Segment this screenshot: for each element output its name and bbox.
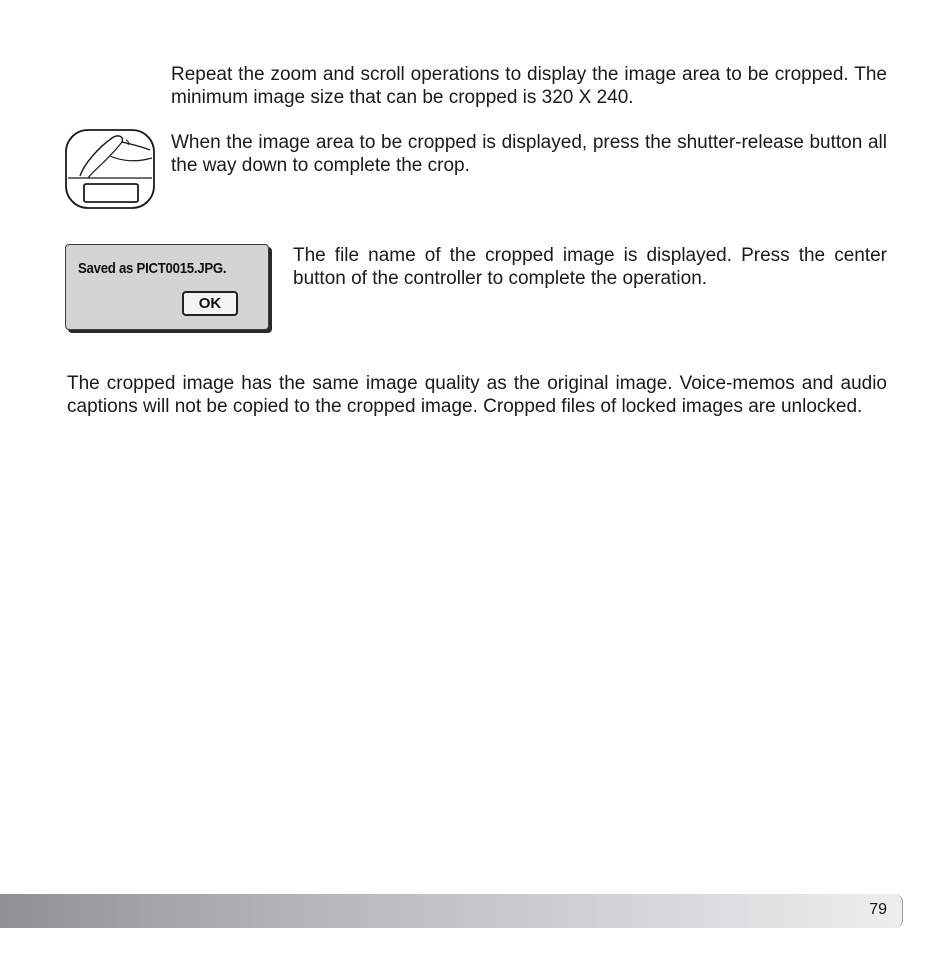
shutter-press-icon xyxy=(64,128,158,212)
instruction-zoom-scroll: Repeat the zoom and scroll operations to display the image area to be cropped. The minimum image size that can be cropped is 320 X 240. xyxy=(171,64,887,108)
note-paragraph: The cropped image has the same image quality as the original image. Voice-memos and audio captions will not be copied to the cropped image. Cropped files of locked images are unlocked. xyxy=(67,373,887,417)
instruction-file-name: The file name of the cropped image is displayed. Press the center button of the controller to complete the operation. xyxy=(293,245,887,289)
saved-dialog xyxy=(65,244,269,330)
instruction-shutter: When the image area to be cropped is displayed, press the shutter-release button all the way down to complete the crop. xyxy=(171,132,887,176)
saved-dialog-message: Saved as PICT0015.JPG. xyxy=(78,260,227,277)
footer-bar xyxy=(0,894,903,928)
ok-button[interactable]: OK xyxy=(182,291,238,316)
page-number: 79 xyxy=(869,901,887,918)
